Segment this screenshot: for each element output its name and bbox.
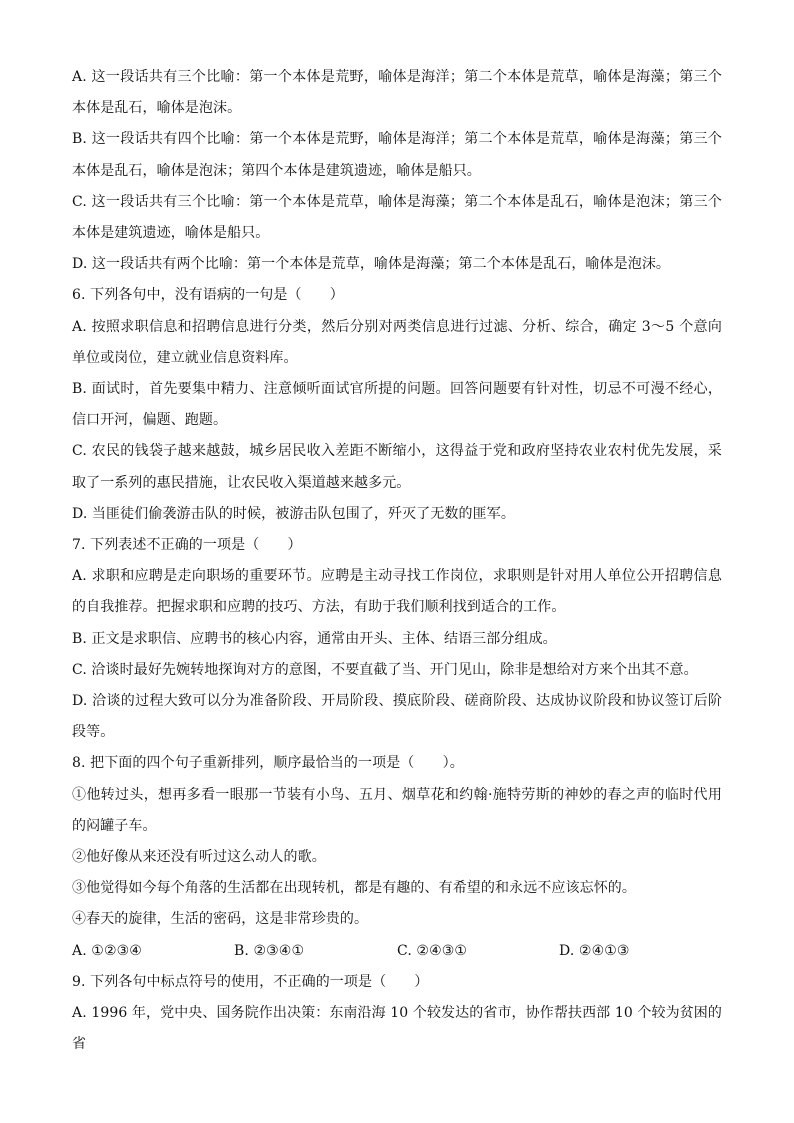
- q9-option-a: A. 1996 年，党中央、国务院作出决策：东南沿海 10 个较发达的省市，协作帮扶西部 10 个较为贫困的省: [72, 1005, 722, 1053]
- q8-option-a: A. ①②③④: [72, 942, 142, 959]
- q8-options-row: [72, 936, 722, 967]
- q8-option-b: B. ②③④①: [234, 942, 305, 959]
- question-6-stem: 6. 下列各句中，没有语病的一句是（ ）: [72, 287, 344, 304]
- q8-option-d: D. ②④①③: [559, 942, 630, 959]
- q5-option-a: A. 这一段话共有三个比喻：第一个本体是荒野，喻体是海洋；第二个本体是荒草，喻体是海藻；第三个本体是乱石，喻体是泡沫。: [72, 69, 722, 117]
- q6-option-d: D. 当匪徒们偷袭游击队的时候，被游击队包围了，歼灭了无数的匪军。: [72, 505, 515, 522]
- q5-option-b: B. 这一段话共有四个比喻：第一个本体是荒野，喻体是海洋；第二个本体是荒草，喻体是海藻；第三个本体是乱石，喻体是泡沫；第四个本体是建筑遗迹，喻体是船只。: [72, 131, 722, 179]
- q8-sentence-2: ②他好像从来还没有听过这么动人的歌。: [72, 849, 326, 866]
- q8-sentence-3: ③他觉得如今每个角落的生活都在出现转机，都是有趣的、有希望的和永远不应该忘怀的。: [72, 880, 636, 897]
- document-page: [72, 62, 722, 1061]
- q8-sentence-1: ①他转过头，想再多看一眼那一节装有小鸟、五月、烟草花和约翰·施特劳斯的神妙的春之声的临时代用的闷罐子车。: [72, 786, 722, 834]
- question-8-stem: 8. 把下面的四个句子重新排列，顺序最恰当的一项是（ ）。: [72, 755, 464, 772]
- question-9-stem: 9. 下列各句中标点符号的使用，不正确的一项是（ ）: [72, 973, 429, 990]
- q6-option-a: A. 按照求职信息和招聘信息进行分类，然后分别对两类信息进行过滤、分析、综合，确定 3～5 个意向单位或岗位，建立就业信息资料库。: [72, 318, 722, 366]
- q5-option-d: D. 这一段话共有两个比喻：第一个本体是荒草，喻体是海藻；第二个本体是乱石，喻体是泡沫。: [72, 256, 671, 273]
- q8-sentence-4: ④春天的旋律，生活的密码，这是非常珍贵的。: [72, 911, 369, 928]
- q7-option-b: B. 正文是求职信、应聘书的核心内容，通常由开头、主体、结语三部分组成。: [72, 630, 557, 647]
- q6-option-c: C. 农民的钱袋子越来越鼓，城乡居民收入差距不断缩小，这得益于党和政府坚持农业农村优先发展，采取了一系列的惠民措施，让农民收入渠道越来越多元。: [72, 443, 722, 491]
- q7-option-a: A. 求职和应聘是走向职场的重要环节。应聘是主动寻找工作岗位，求职则是针对用人单位公开招聘信息的自我推荐。把握求职和应聘的技巧、方法，有助于我们顺利找到适合的工作。: [72, 568, 722, 616]
- q7-option-d: D. 洽谈的过程大致可以分为准备阶段、开局阶段、摸底阶段、磋商阶段、达成协议阶段和协议签订后阶段等。: [72, 693, 722, 741]
- q5-option-c: C. 这一段话共有三个比喻：第一个本体是荒草，喻体是海藻；第二个本体是乱石，喻体是泡沫；第三个本体是建筑遗迹，喻体是船只。: [72, 193, 722, 242]
- q6-option-b: B. 面试时，首先要集中精力、注意倾听面试官所提的问题。回答问题要有针对性，切忌不可漫不经心，信口开河，偏题、跑题。: [72, 381, 722, 429]
- q7-option-c: C. 洽谈时最好先婉转地探询对方的意图，不要直截了当、开门见山，除非是想给对方来个出其不意。: [72, 661, 698, 678]
- question-7-stem: 7. 下列表述不正确的一项是（ ）: [72, 537, 302, 554]
- q8-option-c: C. ②④③①: [397, 942, 468, 959]
